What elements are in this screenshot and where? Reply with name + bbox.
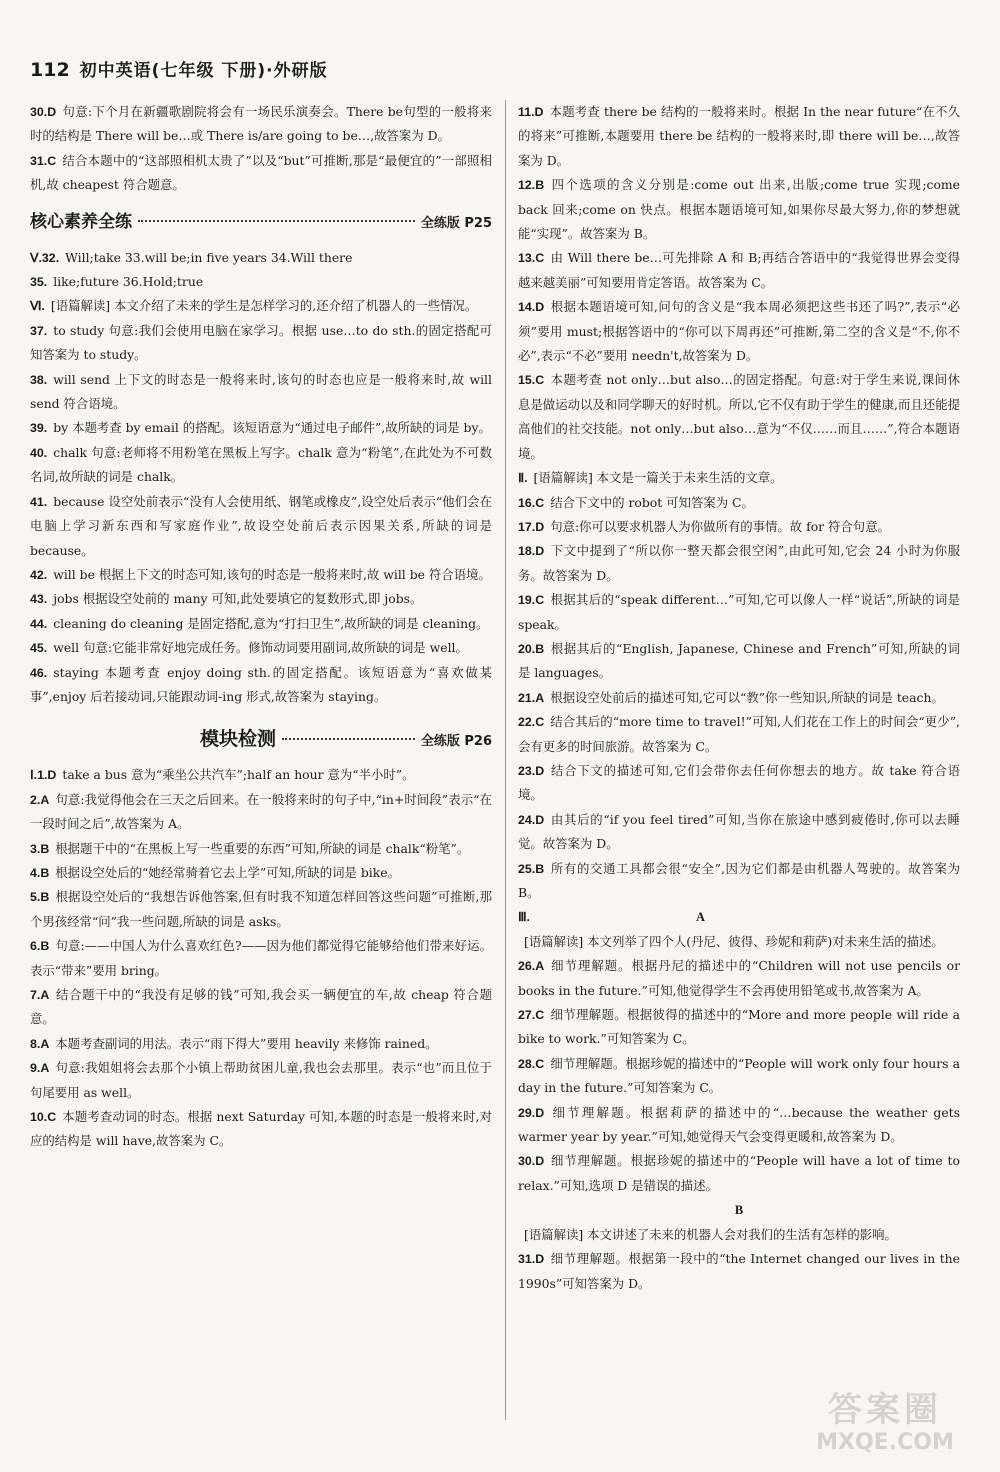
answer-item [518,1052,960,1101]
answer-item [518,710,960,759]
answer-number: 11.D [518,105,544,119]
answer-item [518,1223,960,1247]
answer-list-right [518,100,960,1198]
answer-list-core [30,246,492,710]
answer-number: 12.B [518,178,545,193]
answer-text: will send 上下文的时态是一般将来时,该句的时态也应是一般将来时,故 will send 符合语境。 [30,371,492,412]
answer-item [30,885,492,934]
left-column [30,100,492,1154]
answer-number: 5.B [30,890,50,905]
answer-number: 6.B [30,939,50,954]
answer-number: 27.C [518,1008,545,1023]
answer-number: 42. [30,567,48,582]
answer-item [30,270,492,294]
answer-number: 19.C [518,593,545,608]
answer-number: 44. [30,616,48,631]
part-label-a: A [696,910,705,925]
answer-item [30,763,492,787]
answer-text: like;future 36.Hold;true [53,274,204,290]
watermark-logo [790,1390,980,1460]
answer-text: 句意:你可以要求机器人为你做所有的事情。故 for 符合句意。 [550,518,890,534]
answer-item [518,1247,960,1296]
answer-text: 细节理解题。根据丹尼的描述中的“Children will not use pencils or books in the future.”可知,他觉得学生不会再使用铅笔或书,故答案为 A。 [518,958,960,998]
answer-text: [语篇解读] 本文是一篇关于未来生活的文章。 [533,470,783,486]
answer-item [30,149,492,198]
part-label-b: B [734,1203,744,1218]
book-title: 初中英语(七年级 下册)·外研版 [79,61,328,81]
answer-item [30,319,492,368]
answer-number: 25.B [518,861,545,876]
answer-text: [语篇解读] 本文介绍了未来的学生是怎样学习的,还介绍了机器人的一些情况。 [50,298,478,314]
answer-list-module-test [30,763,492,1154]
page-number: 112 [30,59,70,81]
answer-text: jobs 根据设空处前的 many 可知,此处要填它的复数形式,即 jobs。 [53,591,423,607]
answer-number: 13.C [518,251,545,266]
answer-text: 句意:——中国人为什么喜欢红色?——因为他们都觉得它能够给他们带来好运。表示“带来”要用 bring。 [30,938,492,978]
answer-number: Ⅲ. [518,910,530,925]
answer-text: by 本题考查 by email 的搭配。该短语意为“通过电子邮件”,故所缺的词是 by。 [53,420,491,436]
answer-number: 14.D [518,300,545,315]
answer-number: 31.D [518,1252,545,1267]
answer-text: 所有的交通工具都会很“安全”,因为它们都是由机器人驾驶的。故答案为 B。 [518,860,960,900]
answer-number: 4.B [30,865,50,880]
answer-item [30,416,492,440]
answer-item [30,861,492,885]
answer-text: 句意:下个月在新疆歌剧院将会有一场民乐演奏会。There be句型的一般将来时的结构是 There will be…或 There is/are going to be…,故答案为 D。 [30,104,492,144]
answer-item [518,1101,960,1150]
answer-item [518,491,960,515]
answer-number: 23.D [518,763,545,778]
answer-number: 8.A [30,1036,50,1051]
answer-number: 43. [30,592,48,607]
answer-item [30,1105,492,1154]
answer-number: 20.B [518,641,545,656]
answer-item [30,100,492,149]
answer-text: 本题考查 not only…but also…的固定搭配。句意:对于学生来说,课间休息是做运动以及和同学聊天的好时机。所以,它不仅有助于学生的健康,而且还能提高他们的社交技能。not only…but also…意为“不仅……而且……”,符合本题语境。 [518,372,960,461]
answer-text: to study 句意:我们会使用电脑在家学习。根据 use…to do sth.的固定搭配可知答案为 to study。 [30,322,492,363]
answer-text: 细节理解题。根据珍妮的描述中的“People will have a lot of time to relax.”可知,选项 D 是错误的描述。 [518,1153,960,1193]
answer-item [518,954,960,1003]
answer-item [518,173,960,246]
answer-item [518,368,960,466]
section-header-module-test [30,727,492,757]
watermark-url: MXQE.COM [816,1430,954,1455]
answer-text: 细节理解题。根据第一段中的“the Internet changed our lives in the 1990s”可知答案为 D。 [518,1251,960,1291]
answer-number: Ⅴ.32. [30,250,60,265]
answer-text: 本题考查 there be 结构的一般将来时。根据 In the near future“在不久的将来”可推断,本题要用 there be 结构的一般将来时,即 there will be…,故答案为 D。 [518,104,960,168]
answer-number: 35. [30,275,48,290]
answer-text: 结合题干中的“我没有足够的钱”可知,我会买一辆便宜的车,故 cheap 符合题意。 [30,987,492,1027]
answer-number: 3.B [30,841,50,856]
right-column [518,100,960,1296]
answer-item [518,637,960,686]
answer-text: 结合其后的“more time to travel!”可知,人们花在工作上的时间会“更少”,会有更多的时间旅游。故答案为 C。 [518,714,960,754]
answer-number: 2.A [30,792,50,807]
answer-text: 结合下文中的 robot 可知答案为 C。 [550,494,754,510]
section-page-ref: 全练版 P25 [420,215,492,231]
answer-number: 30.D [518,1154,545,1169]
answer-item [30,661,492,710]
answer-item [518,1149,960,1198]
section-page-ref: 全练版 P26 [420,734,492,750]
answer-text: 根据题干中的“在黑板上写一些重要的东西”可知,所缺的词是 chalk“粉笔”。 [55,840,470,856]
answer-number: 46. [30,665,48,680]
answer-text: chalk 句意:老师将不用粉笔在黑板上写字。chalk 意为“粉笔”,在此处为不可数名词,故所缺的词是 chalk。 [30,444,492,485]
answer-item [30,587,492,611]
answer-number: 40. [30,445,48,460]
answer-text: 细节理解题。根据莉萨的描述中的“…because the weather gets warmer year by year.”可知,她觉得天气会变得更暖和,故答案为 D。 [518,1104,960,1145]
answer-number: 38. [30,372,48,387]
answer-number: Ⅵ. [30,299,45,314]
answer-text: 本题考查副词的用法。表示“雨下得大”要用 heavily 来修饰 rained。 [55,1035,438,1051]
answer-number: 41. [30,494,48,509]
answer-number: 31.C [30,153,57,168]
answer-list-top [30,100,492,198]
answer-text: 由其后的“if you feel tired”可知,当你在旅途中感到疲倦时,你可以去睡觉。故答案为 D。 [518,811,960,852]
answer-text: staying 本题考查 enjoy doing sth.的固定搭配。该短语意为“喜欢做某事”,enjoy 后若接动词,只能跟动词-ing 形式,故答案为 staying。 [30,664,492,704]
answer-number: 29.D [518,1105,545,1120]
column-divider [505,100,506,1420]
answer-text: 由 Will there be…可先排除 A 和 B;再结合答语中的“我觉得世界会变得越来越美丽”可知要用肯定答语。故答案为 C。 [518,250,960,290]
answer-item [30,983,492,1032]
answer-text: [语篇解读] 本文列举了四个人(丹尼、彼得、珍妮和莉萨)对未来生活的描述。 [524,933,944,949]
answer-text: well 句意:它能非常好地完成任务。修饰动词要用副词,故所缺的词是 well。 [53,640,468,656]
answer-text: 根据设空处前后的描述可知,它可以“教”你一些知识,所缺的词是 teach。 [550,689,944,705]
answer-text: will be 根据上下文的时态可知,该句的时态是一般将来时,故 will be 符合语境。 [53,566,491,582]
answer-text: Will;take 33.will be;in five years 34.Will there [65,249,353,265]
answer-text: 根据设空处后的“我想告诉他答案,但有时我不知道怎样回答这些问题”可推断,那个男孩经常“问”我一些问题,所缺的词是 asks。 [30,889,492,929]
answer-number: 37. [30,323,48,338]
answer-item [30,1056,492,1105]
answer-item [30,612,492,636]
answer-item [518,1003,960,1052]
answer-number: 9.A [30,1061,50,1076]
answer-item [518,466,960,490]
answer-text: 四个选项的含义分别是:come out 出来,出版;come true 实现;come back 回来;come on 快点。根据本题语境可知,如果你尽最大努力,你的梦想就能“实现”。故答案为 B。 [518,177,960,242]
answer-number: 16.C [518,495,545,510]
answer-item [518,588,960,637]
answer-item [518,100,960,173]
answer-text: 细节理解题。根据珍妮的描述中的“People will work only four hours a day in the future.”可知答案为 C。 [518,1055,960,1096]
answer-item [30,934,492,983]
answer-item [518,246,960,295]
answer-item [518,539,960,588]
answer-item [30,788,492,837]
page-header [30,56,328,90]
answer-item [518,808,960,857]
answer-item [30,1032,492,1056]
dotted-leader [138,220,415,222]
answer-number: 28.C [518,1056,545,1071]
answer-text: 句意:我姐姐将会去那个小镇上帮助贫困儿童,我也会去那里。表示“也”而且位于句尾要用 as well。 [30,1060,492,1100]
dotted-leader [282,738,415,740]
answer-item [518,930,960,954]
answer-list-right-b [518,1223,960,1296]
answer-item [30,368,492,417]
section-title: 核心素养全练 [30,211,132,232]
answer-number: 45. [30,641,48,656]
answer-text: 结合本题中的“这部照相机太贵了”以及“but”可推断,那是“最便宜的”一部照相机,故 cheapest 符合题意。 [30,152,492,193]
answer-number: 15.C [518,373,545,388]
answer-number: 18.D [518,544,545,559]
answer-item [30,246,492,270]
answer-text: take a bus 意为“乘坐公共汽车”;half an hour 意为“半小时”。 [62,767,415,783]
answer-number: 17.D [518,519,545,534]
answer-text: 细节理解题。根据彼得的描述中的“More and more people will ride a bike to work.”可知答案为 C。 [518,1007,960,1047]
answer-text: 根据本题语境可知,问句的含义是“我本周必须把这些书还了吗?”,表示“必须”要用 must;根据答语中的“你可以下周再还”可推断,第二空的含义是“不,你不必”,表示“不必”要用 needn't,故答案为 D。 [518,299,960,364]
answer-number: Ⅰ.1.D [30,768,57,783]
answer-item [30,294,492,318]
answer-number: 10.C [30,1110,57,1125]
answer-number: 39. [30,421,48,436]
answer-text: 根据设空处后的“她经常骑着它去上学”可知,所缺的词是 bike。 [55,864,400,880]
answer-text: 下文中提到了“所以你一整天都会很空闲”,由此可知,它会 24 小时为你服务。故答案为 D。 [518,543,960,583]
answer-text: 根据其后的“speak different…”可知,它可以像人一样“说话”,所缺的词是 speak。 [518,592,960,632]
section-title: 模块检测 [200,728,277,751]
answer-number: 7.A [30,988,50,1002]
answer-number: 22.C [518,715,545,730]
answer-number: 24.D [518,812,545,827]
section-header-core [30,210,492,240]
answer-number: Ⅱ. [518,471,528,486]
answer-text: 本题考查动词的时态。根据 next Saturday 可知,本题的时态是一般将来时,对应的结构是 will have,故答案为 C。 [30,1109,492,1149]
answer-item [518,295,960,368]
answer-item [518,905,960,929]
watermark-text: 答案圈 [828,1390,942,1430]
answer-text: because 设空处前表示“没有人会使用纸、钢笔或橡皮”,设空处后表示“他们会在电脑上学习新东西和写家庭作业”,故设空处前后表示因果关系,所缺的词是 because。 [30,493,492,558]
answer-item [518,857,960,906]
answer-item [30,636,492,660]
answer-number: 30.D [30,105,57,119]
answer-item [518,759,960,808]
answer-item [30,490,492,563]
answer-text: 结合下文的描述可知,它们会带你去任何你想去的地方。故 take 符合语境。 [518,762,960,803]
answer-text: cleaning do cleaning 是固定搭配,意为“打扫卫生”,故所缺的词是 cleaning。 [53,615,489,631]
answer-item [30,837,492,861]
answer-text: 句意:我觉得他会在三天之后回来。在一般将来时的句子中,“in+时间段”表示“在一段时间之后”,故答案为 A。 [30,791,492,832]
answer-text: 根据其后的“English, Japanese, Chinese and French”可知,所缺的词是 languages。 [518,640,960,681]
answer-number: 21.A [518,690,545,705]
answer-item [30,563,492,587]
answer-item [518,686,960,710]
answer-item [30,441,492,490]
answer-number: 26.A [518,959,545,974]
answer-item [518,515,960,539]
answer-text: [语篇解读] 本文讲述了未来的机器人会对我们的生活有怎样的影响。 [524,1226,897,1242]
